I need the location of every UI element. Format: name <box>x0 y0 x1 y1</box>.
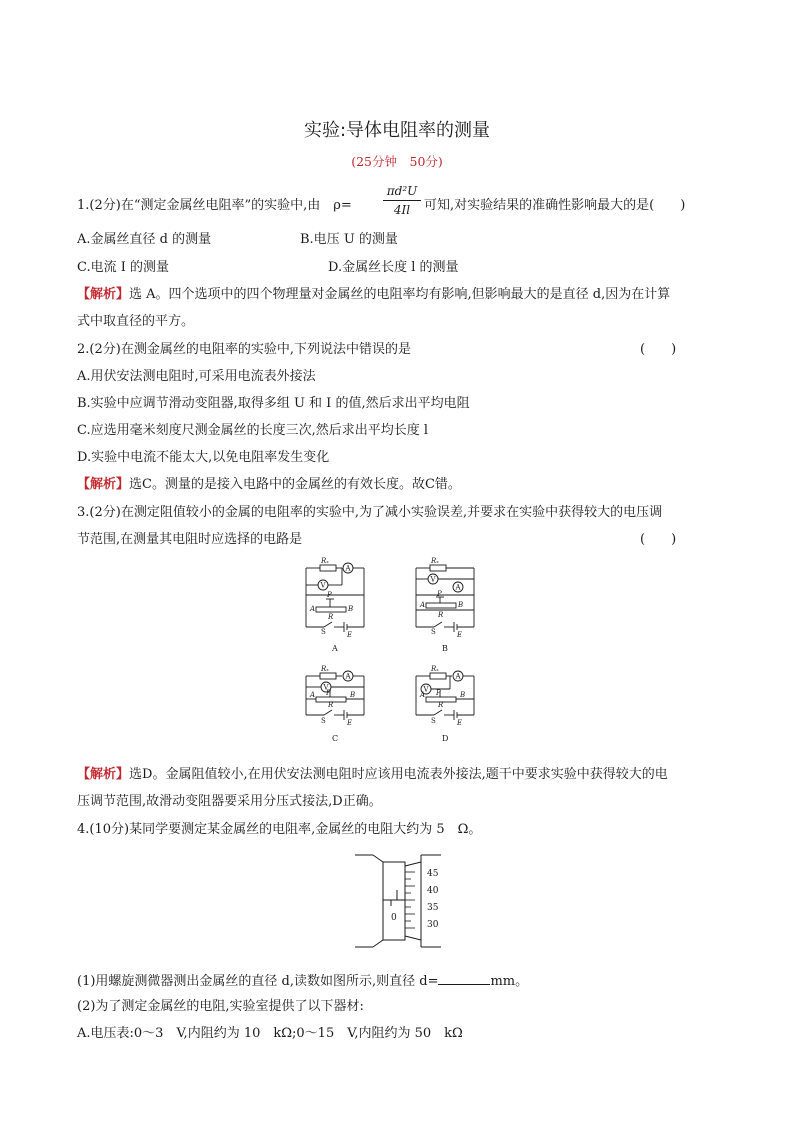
circuit-a <box>306 563 364 632</box>
label-e: E <box>457 631 463 639</box>
label-r: R <box>438 701 444 709</box>
q4-part2: (2)为了测定金属丝的电阻,实验室提供了以下器材: <box>77 999 364 1014</box>
q3-answer-paren: ( ) <box>640 532 677 547</box>
label-b: B <box>350 691 356 699</box>
q1-stem-b: 可知,对实验结果的准确性影响最大的是( ) <box>424 198 686 213</box>
q2-option-b: B.实验中应调节滑动变阻器,取得多组 U 和 I 的值,然后求出平均电阻 <box>77 396 470 411</box>
label-p: P <box>326 689 331 697</box>
ammeter-label: A <box>455 672 461 681</box>
label-b: B <box>460 691 466 699</box>
caption-d: D <box>442 734 449 743</box>
circuit-diagrams <box>290 555 510 755</box>
q4-part1 <box>77 972 528 990</box>
circuit-b <box>416 565 474 632</box>
zero-label: 0 <box>391 913 397 923</box>
q4-option-a: A.电压表:0～3 V,内阻约为 10 kΩ;0～15 V,内阻约为 50 kΩ <box>77 1026 463 1041</box>
q1-option-b: B.电压 U 的测量 <box>300 232 398 247</box>
page-title: 实验:导体电阻率的测量 <box>303 120 491 141</box>
q3-stem-line1: 3.(2分)在测定阻值较小的金属的电阻率的实验中,为了减小实验误差,并要求在实验中获得较大的电压调 <box>77 505 663 520</box>
q1-analysis-cont: 式中取直径的平方。 <box>77 314 195 329</box>
label-a: A <box>310 691 316 699</box>
label-p: P <box>437 590 442 598</box>
formula-denominator: 4Il <box>393 203 411 217</box>
scale-label: 40 <box>427 886 439 896</box>
analysis-label: 【解析】 <box>77 287 130 302</box>
subtitle: (25分钟 50分) <box>351 154 443 169</box>
q3-analysis <box>77 767 668 783</box>
caption-a: A <box>332 644 338 653</box>
voltmeter-label: V <box>323 683 329 692</box>
label-rx: Rₓ <box>431 557 439 565</box>
caption-c: C <box>332 734 339 743</box>
q2-analysis-text: 选C。测量的是接入电路中的金属丝的有效长度。故C错。 <box>129 477 461 492</box>
q1-analysis-text: 选 A。四个选项中的四个物理量对金属丝的电阻率均有影响,但影响最大的是直径 d,因为在计算 <box>129 287 671 302</box>
label-a: A <box>420 601 426 609</box>
q1-option-a: A.金属丝直径 d 的测量 <box>77 232 212 247</box>
label-p: P <box>436 689 441 697</box>
label-p: P <box>327 591 332 599</box>
q3-analysis-text: 选D。金属阻值较小,在用伏安法测电阻时应该用电流表外接法,题干中要求实验中获得较大的电 <box>129 767 668 782</box>
ammeter-label: A <box>345 564 351 573</box>
label-e: E <box>347 631 353 639</box>
label-s: S <box>321 717 326 725</box>
micrometer-diagram <box>355 852 465 952</box>
label-a: A <box>420 691 426 699</box>
q1-stem-a: 1.(2分)在“测定金属丝电阻率”的实验中,由 ρ= <box>77 198 352 213</box>
q1-analysis <box>77 287 670 303</box>
voltmeter-label: V <box>320 581 326 590</box>
ammeter-label: A <box>345 672 351 681</box>
q4-part1-text: (1)用螺旋测微器测出金属丝的直径 d,读数如图所示,则直径 d= <box>77 974 439 989</box>
scale-label: 45 <box>427 869 439 879</box>
q1-option-c: C.电流 I 的测量 <box>77 260 170 275</box>
formula-numerator: πd²U <box>383 182 421 201</box>
label-rx: Rₓ <box>431 665 439 673</box>
label-s: S <box>431 628 436 636</box>
ammeter-label: A <box>455 583 461 592</box>
label-e: E <box>347 719 353 727</box>
q2-stem: 2.(2分)在测金属丝的电阻率的实验中,下列说法中错误的是 <box>77 342 411 357</box>
label-r: R <box>328 613 334 621</box>
analysis-label: 【解析】 <box>77 767 130 782</box>
voltmeter-label: V <box>423 685 429 694</box>
q3-analysis-cont: 压调节范围,故滑动变阻器要采用分压式接法,D正确。 <box>77 794 382 809</box>
label-rx: Rₓ <box>321 665 329 673</box>
label-s: S <box>321 628 326 636</box>
q2-option-c: C.应选用毫米刻度尺测金属丝的长度三次,然后求出平均长度 l <box>77 423 429 438</box>
label-r: R <box>328 701 334 709</box>
scale-label: 30 <box>427 920 439 930</box>
answer-blank[interactable] <box>438 972 490 985</box>
caption-b: B <box>442 644 448 653</box>
q3-stem-line2: 节范围,在测量其电阻时应选择的电路是 <box>77 532 303 547</box>
q4-part1-unit: mm。 <box>490 974 529 989</box>
label-e: E <box>457 719 463 727</box>
label-b: B <box>348 605 354 613</box>
scale-label: 35 <box>427 903 439 913</box>
label-b: B <box>458 601 464 609</box>
voltmeter-label: V <box>430 575 436 584</box>
q4-stem: 4.(10分)某同学要测定某金属丝的电阻率,金属丝的电阻大约为 5 Ω。 <box>77 822 482 837</box>
analysis-label: 【解析】 <box>77 477 130 492</box>
q2-analysis <box>77 477 461 493</box>
label-rx: Rₓ <box>321 557 329 565</box>
q2-option-d: D.实验中电流不能太大,以免电阻率发生变化 <box>77 450 330 465</box>
q1-option-d: D.金属丝长度 l 的测量 <box>328 260 459 275</box>
q2-answer-paren: ( ) <box>640 342 677 357</box>
label-a: A <box>310 605 316 613</box>
q2-option-a: A.用伏安法测电阻时,可采用电流表外接法 <box>77 369 316 384</box>
label-r: R <box>438 611 444 619</box>
formula-fraction <box>383 182 421 219</box>
label-s: S <box>431 717 436 725</box>
